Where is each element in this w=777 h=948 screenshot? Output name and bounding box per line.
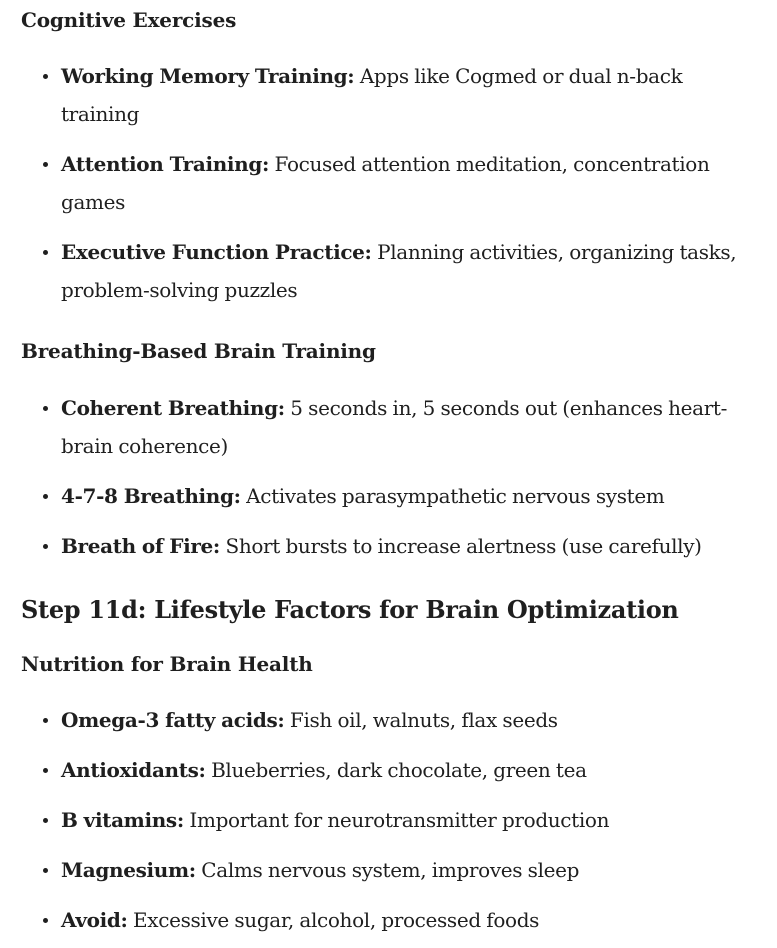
- item-text: Important for neurotransmitter production: [183, 808, 610, 832]
- step-heading-lifestyle-factors: Step 11d: Lifestyle Factors for Brain Optimization: [21, 595, 679, 624]
- item-term: Magnesium:: [61, 858, 196, 882]
- list-item: [21, 751, 761, 789]
- section-heading-cognitive-exercises: Cognitive Exercises: [21, 8, 237, 32]
- item-text: Short bursts to increase alertness (use carefully): [219, 534, 702, 558]
- list-item: [21, 145, 761, 221]
- item-text: Planning activities, organizing tasks, problem-solving puzzles: [61, 240, 737, 302]
- item-text: Calms nervous system, improves sleep: [195, 858, 580, 882]
- item-text: Apps like Cogmed or dual n-back training: [61, 64, 683, 126]
- item-term: Omega-3 fatty acids:: [61, 708, 285, 732]
- item-text: Focused attention meditation, concentration games: [61, 152, 710, 214]
- item-term: Antioxidants:: [61, 758, 206, 782]
- section-heading-nutrition: Nutrition for Brain Health: [21, 652, 313, 676]
- list-item: [21, 901, 761, 939]
- item-term: Coherent Breathing:: [61, 396, 285, 420]
- item-term: B vitamins:: [61, 808, 184, 832]
- list-item: [21, 851, 761, 889]
- item-term: Working Memory Training:: [61, 64, 355, 88]
- list-nutrition: [21, 701, 761, 939]
- item-text: Activates parasympathetic nervous system: [240, 484, 665, 508]
- list-item: [21, 801, 761, 839]
- item-term: Avoid:: [61, 908, 128, 932]
- list-cognitive-exercises: [21, 57, 761, 309]
- list-breathing-training: [21, 389, 761, 565]
- list-item: [21, 527, 761, 565]
- item-term: Executive Function Practice:: [61, 240, 372, 264]
- item-text: Excessive sugar, alcohol, processed foods: [127, 908, 540, 932]
- section-heading-breathing-training: Breathing-Based Brain Training: [21, 339, 376, 363]
- item-term: 4-7-8 Breathing:: [61, 484, 241, 508]
- list-item: [21, 233, 761, 309]
- item-text: Blueberries, dark chocolate, green tea: [205, 758, 587, 782]
- list-item: [21, 701, 761, 739]
- item-text: 5 seconds in, 5 seconds out (enhances heart-brain coherence): [61, 396, 728, 458]
- item-term: Attention Training:: [61, 152, 270, 176]
- list-item: [21, 389, 761, 465]
- list-item: [21, 57, 761, 133]
- item-text: Fish oil, walnuts, flax seeds: [284, 708, 558, 732]
- item-term: Breath of Fire:: [61, 534, 220, 558]
- list-item: [21, 477, 761, 515]
